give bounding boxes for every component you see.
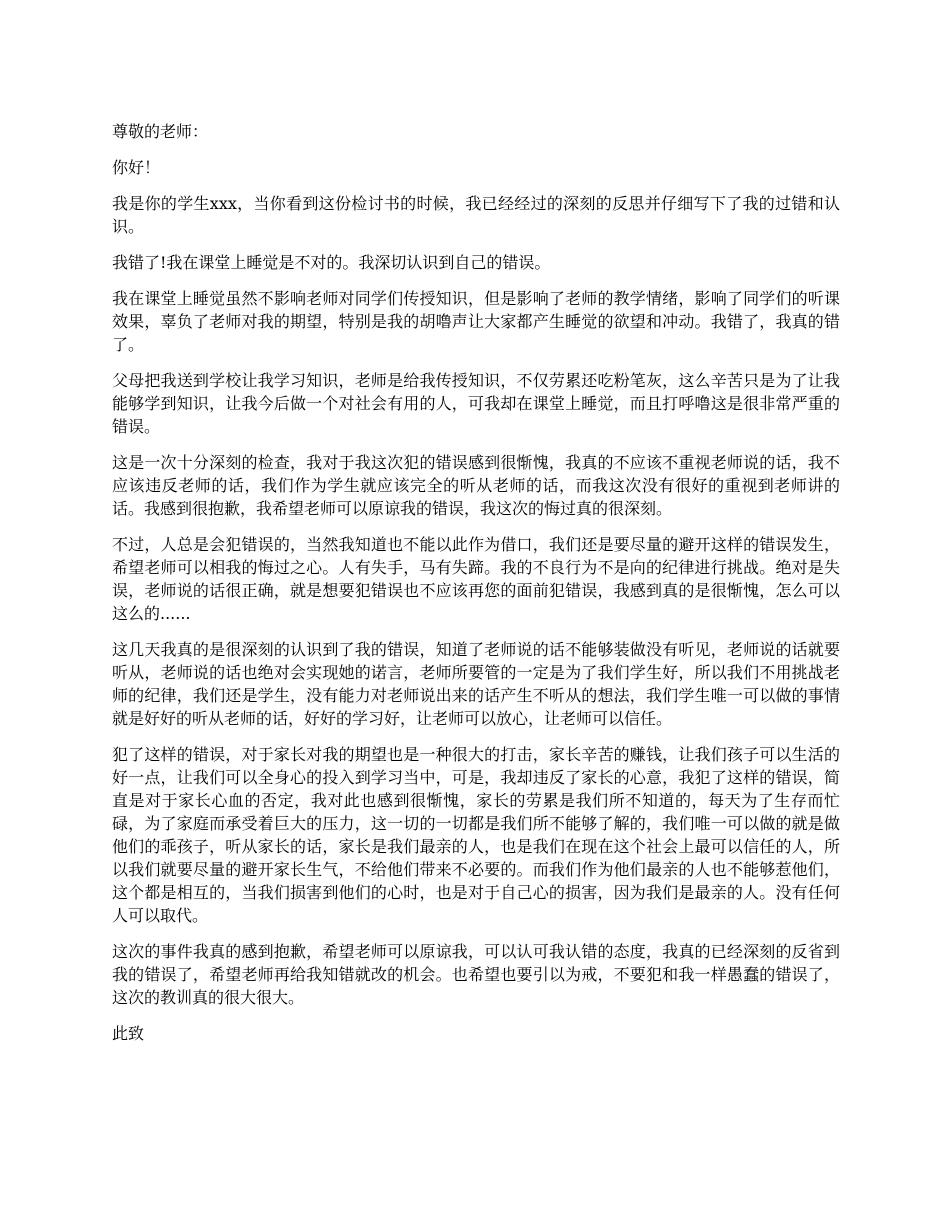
- greeting: 你好！: [112, 158, 161, 177]
- salutation: 尊敬的老师：: [112, 122, 209, 141]
- letter-body: [112, 120, 840, 1058]
- paragraph-5: 这是一次十分深刻的检查，我对于我这次犯的错误感到很惭愧，我真的不应该不重视老师说的话，我不应该违反老师的话，我们作为学生就应该完全的听从老师的话，而我这次没有很好的重视到老师讲的话。我感到很抱歉，我希望老师可以原谅我的错误，我这次的悔过真的很深刻。: [112, 453, 840, 518]
- closing: 此致: [112, 1024, 145, 1043]
- paragraph-8: 犯了这样的错误，对于家长对我的期望也是一种很大的打击，家长辛苦的赚钱，让我们孩子可以生活的好一点，让我们可以全身心的投入到学习当中，可是，我却违反了家长的心意，我犯了这样的错误，简直是对于家长心血的否定，我对此也感到很惭愧，家长的劳累是我们所不知道的，每天为了生存而忙碌，为了家庭而承受着巨大的压力，这一切的一切都是我们所不能够了解的，我们唯一可以做的就是做他们的乖孩子，听从家长的话，家长是我们最亲的人，也是我们在现在这个社会上最可以信任的人，所以我们就要尽量的避开家长生气，不给他们带来不必要的。而我们作为他们最亲的人也不能够惹他们，这个都是相互的，当我们损害到他们的心时，也是对于自己心的损害，因为我们是最亲的人。没有任何人可以取代。: [112, 745, 840, 925]
- paragraph-9: 这次的事件我真的感到抱歉，希望老师可以原谅我，可以认可我认错的态度，我真的已经深刻的反省到我的错误了，希望老师再给我知错就改的机会。也希望也要引以为戒，不要犯和我一样愚蠢的错误了，这次的教训真的很大很大。: [112, 942, 840, 1007]
- paragraph-3: 我在课堂上睡觉虽然不影响老师对同学们传授知识，但是影响了老师的教学情绪，影响了同学们的听课效果，辜负了老师对我的期望，特别是我的胡噜声让大家都产生睡觉的欲望和冲动。我错了，我真的错了。: [112, 289, 840, 354]
- paragraph-4: 父母把我送到学校让我学习知识，老师是给我传授知识，不仅劳累还吃粉笔灰，这么辛苦只是为了让我能够学到知识，让我今后做一个对社会有用的人，可我却在课堂上睡觉，而且打呼噜这是很非常严重的错误。: [112, 371, 840, 436]
- paragraph-7: 这几天我真的是很深刻的认识到了我的错误，知道了老师说的话不能够装做没有听见，老师说的话就要听从，老师说的话也绝对会实现她的诺言，老师所要管的一定是为了我们学生好，所以我们不用挑战老师的纪律，我们还是学生，没有能力对老师说出来的话产生不听从的想法，我们学生唯一可以做的事情就是好好的听从老师的话，好好的学习好，让老师可以放心，让老师可以信任。: [112, 640, 840, 728]
- paragraph-6: 不过，人总是会犯错误的，当然我知道也不能以此作为借口，我们还是要尽量的避开这样的错误发生，希望老师可以相我的悔过之心。人有失手，马有失蹄。我的不良行为不是向的纪律进行挑战。绝对是失误，老师说的话很正确，就是想要犯错误也不应该再您的面前犯错误，我感到真的是很惭愧，怎么可以这么的......: [112, 535, 840, 623]
- paragraph-2: 我错了!我在课堂上睡觉是不对的。我深切认识到自己的错误。: [112, 253, 551, 272]
- paragraph-1: 我是你的学生xxx，当你看到这份检讨书的时候，我已经经过的深刻的反思并仔细写下了我的过错和认识。: [112, 194, 840, 236]
